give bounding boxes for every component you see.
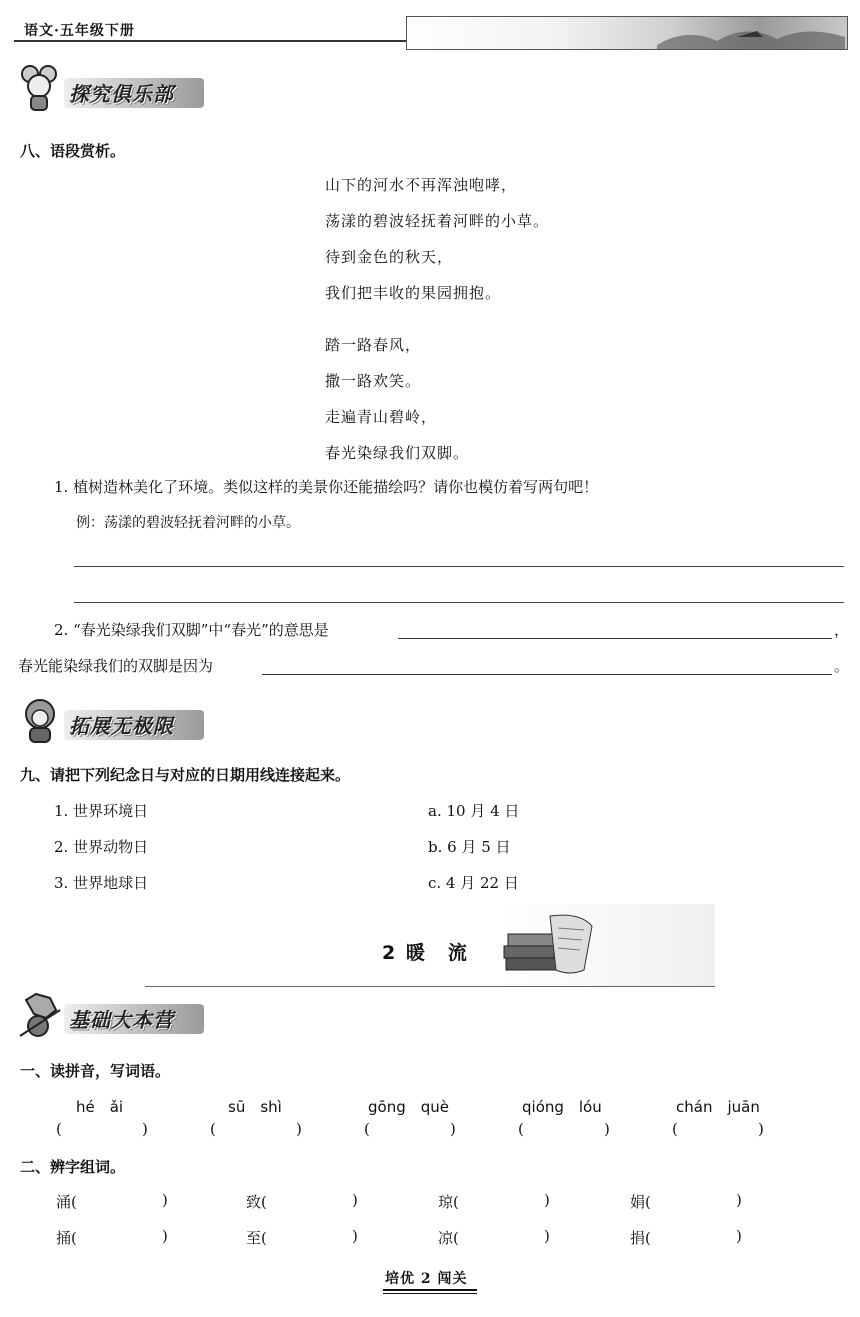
char-paren-close[interactable]: ) [352, 1191, 358, 1209]
header-landscape-banner [406, 16, 848, 50]
char-prompt[interactable]: 捅( [56, 1229, 77, 1247]
question-1: 1. 植树造林美化了环境。类似这样的美景你还能描绘吗？请你也模仿着写两句吧！ [54, 478, 599, 496]
poem-line: 荡漾的碧波轻抚着河畔的小草。 [325, 212, 550, 230]
answer-paren-open[interactable]: ( [364, 1120, 370, 1138]
answer-paren-open[interactable]: ( [210, 1120, 216, 1138]
section-2-title: 二、辨字组词。 [20, 1158, 126, 1176]
question-2-part1: 2. “春光染绿我们双脚”中“春光”的意思是 [54, 621, 329, 639]
answer-paren-close[interactable]: ) [142, 1120, 148, 1138]
mouse-mascot-icon [16, 64, 64, 114]
question-1-example: 例：荡漾的碧波轻抚着河畔的小草。 [76, 515, 300, 531]
badge-label: 探究俱乐部 [69, 82, 174, 106]
question-2-part2: 春光能染绿我们的双脚是因为 [18, 657, 214, 675]
header-rule [14, 40, 408, 42]
poem-line: 我们把丰收的果园拥抱。 [325, 284, 502, 302]
match-right-item[interactable]: b. 6 月 5 日 [428, 838, 511, 856]
section-8-title: 八、语段赏析。 [20, 142, 126, 160]
books-icon [500, 910, 600, 980]
pinyin-prompt: qióng lóu [522, 1098, 602, 1116]
badge-label: 拓展无极限 [69, 714, 174, 738]
char-paren-close[interactable]: ) [544, 1227, 550, 1245]
pinyin-prompt: sū shì [228, 1098, 282, 1116]
answer-paren-close[interactable]: ) [758, 1120, 764, 1138]
expand-badge [14, 696, 204, 746]
char-prompt[interactable]: 捐( [630, 1229, 651, 1247]
char-paren-close[interactable]: ) [352, 1227, 358, 1245]
match-left-item[interactable]: 3. 世界地球日 [54, 874, 149, 892]
char-prompt[interactable]: 致( [246, 1193, 267, 1211]
char-prompt[interactable]: 凉( [438, 1229, 459, 1247]
match-right-item[interactable]: a. 10 月 4 日 [428, 802, 520, 820]
poem-line: 撒一路欢笑。 [325, 372, 422, 390]
lesson-title: 2 暖 流 [382, 942, 469, 964]
punctuation: 。 [834, 657, 850, 675]
match-left-item[interactable]: 2. 世界动物日 [54, 838, 149, 856]
answer-blank[interactable] [398, 638, 832, 639]
landscape-illustration [407, 17, 847, 49]
poem-line: 踏一路春风， [325, 336, 422, 354]
answer-paren-close[interactable]: ) [296, 1120, 302, 1138]
poem-line: 走遍青山碧岭， [325, 408, 438, 426]
basics-badge [14, 990, 204, 1040]
match-left-item[interactable]: 1. 世界环境日 [54, 802, 149, 820]
poem-line: 待到金色的秋天， [325, 248, 454, 266]
pinyin-prompt: chán juān [676, 1098, 760, 1116]
page-header-title: 语文·五年级下册 [24, 23, 135, 39]
poem-line: 春光染绿我们双脚。 [325, 444, 470, 462]
footer-rule [383, 1289, 477, 1291]
dragon-mascot-icon [16, 990, 64, 1040]
footer-rule [383, 1293, 477, 1294]
char-paren-close[interactable]: ) [544, 1191, 550, 1209]
answer-paren-open[interactable]: ( [56, 1120, 62, 1138]
answer-blank[interactable] [262, 674, 832, 675]
page-footer: 培优 2 闯关 [385, 1271, 468, 1287]
poem-line: 山下的河水不再浑浊咆哮， [325, 176, 518, 194]
char-prompt[interactable]: 涌( [56, 1193, 77, 1211]
match-right-item[interactable]: c. 4 月 22 日 [428, 874, 519, 892]
answer-paren-open[interactable]: ( [672, 1120, 678, 1138]
char-paren-close[interactable]: ) [736, 1227, 742, 1245]
answer-line[interactable] [74, 602, 844, 603]
badge-label: 基础大本营 [69, 1008, 174, 1032]
pinyin-prompt: hé ǎi [76, 1098, 124, 1116]
monkey-mascot-icon [16, 696, 64, 746]
answer-paren-open[interactable]: ( [518, 1120, 524, 1138]
section-1-title: 一、读拼音，写词语。 [20, 1062, 171, 1080]
explore-club-badge [14, 64, 204, 114]
char-prompt[interactable]: 至( [246, 1229, 267, 1247]
answer-paren-close[interactable]: ) [450, 1120, 456, 1138]
char-paren-close[interactable]: ) [736, 1191, 742, 1209]
section-9-title: 九、请把下列纪念日与对应的日期用线连接起来。 [20, 766, 351, 784]
char-prompt[interactable]: 娟( [630, 1193, 651, 1211]
char-prompt[interactable]: 琼( [438, 1193, 459, 1211]
answer-line[interactable] [74, 566, 844, 567]
answer-paren-close[interactable]: ) [604, 1120, 610, 1138]
char-paren-close[interactable]: ) [162, 1227, 168, 1245]
char-paren-close[interactable]: ) [162, 1191, 168, 1209]
punctuation: ， [834, 621, 850, 639]
pinyin-prompt: gōng què [368, 1098, 449, 1116]
